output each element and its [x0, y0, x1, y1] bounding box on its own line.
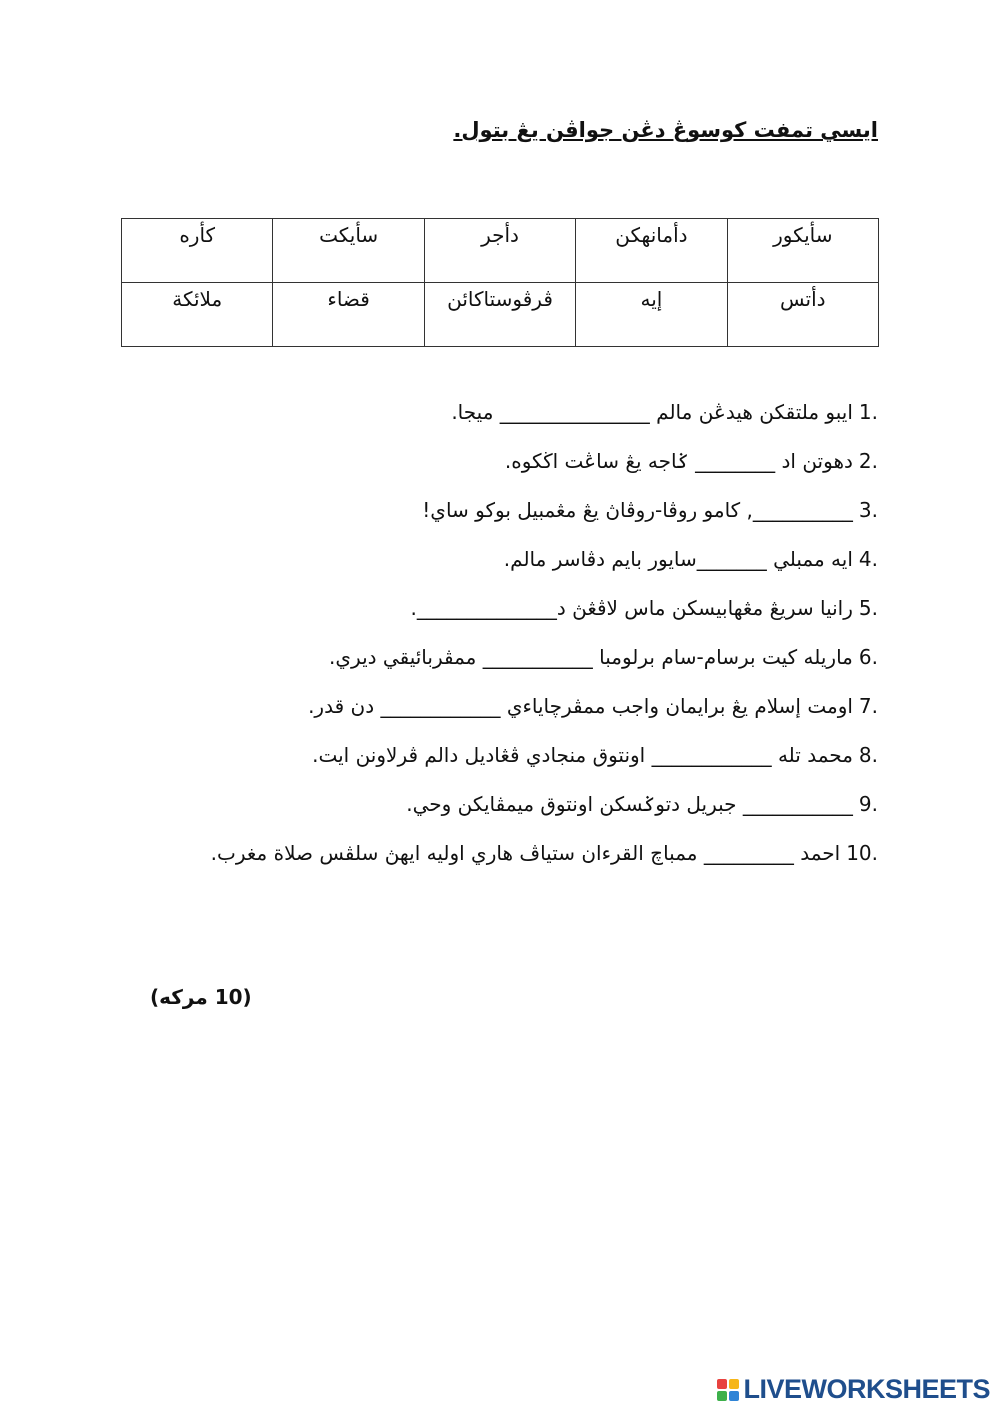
word-bank-row — [122, 283, 879, 347]
word-bank-cell: دأجر — [424, 219, 575, 283]
question-item — [211, 588, 878, 637]
question-item — [211, 833, 878, 882]
question-item — [211, 539, 878, 588]
question-text: __________, كامو روڤا-روڤاڽ يڠ مڠمبيل بوكو ساي! — [422, 498, 853, 522]
question-text: اومت إسلام يڠ برايمان واجب ممڤرچاياءي ____________ دن قدر. — [308, 694, 853, 718]
question-item — [211, 637, 878, 686]
word-bank-cell: إيه — [576, 283, 727, 347]
word-bank-cell: ملائكة — [122, 283, 273, 347]
question-number: 10. — [846, 841, 878, 865]
question-text: دهوتن اد ________ ݢاجه يڠ ساڠت اڬكوه. — [504, 449, 853, 473]
question-item — [211, 490, 878, 539]
question-text: احمد _________ ممباچ القرءان ستياڤ هاري اوليه ايهڽ سلڤس صلاة مغرب. — [210, 841, 841, 865]
word-bank-table — [121, 218, 879, 347]
marks-label: (10 مركه) — [150, 985, 252, 1009]
question-number: 7. — [858, 694, 878, 718]
question-number: 1. — [858, 400, 878, 424]
question-number: 4. — [858, 547, 878, 571]
question-text: ماريله كيت برسام-سام برلومبا ___________ ممڤربائيقي ديري. — [329, 645, 853, 669]
word-bank-cell: دأمانهكن — [576, 219, 727, 283]
logo-square-icon — [729, 1379, 739, 1389]
logo-square-icon — [729, 1391, 739, 1401]
question-text: محمد تله ____________ اونتوق منجادي ڤڠاديل دالم ڤرلاونن ايت. — [312, 743, 853, 767]
logo-square-icon — [717, 1391, 727, 1401]
question-number: 3. — [858, 498, 878, 522]
word-bank-cell: دأتس — [727, 283, 878, 347]
question-list — [211, 392, 878, 882]
question-item — [211, 735, 878, 784]
word-bank-cell: سأيكت — [273, 219, 424, 283]
word-bank-cell: قضاء — [273, 283, 424, 347]
word-bank-cell: سأيكور — [727, 219, 878, 283]
question-text: ___________ جبريل دتوݢسكن اونتوق ميمڤايكن وحي. — [406, 792, 853, 816]
word-bank-cell: كأره — [122, 219, 273, 283]
question-item — [211, 784, 878, 833]
question-item — [211, 441, 878, 490]
brand-text: LIVEWORKSHEETS — [743, 1374, 990, 1404]
word-bank-row — [122, 219, 879, 283]
logo-square-icon — [717, 1379, 727, 1389]
question-item — [211, 686, 878, 735]
word-bank-cell: ڤرڤوستاكائن — [424, 283, 575, 347]
liveworksheets-brand — [717, 1374, 990, 1405]
worksheet-title: ايسي تمفت كوسوڠ دڠن جواڤن يڠ بتول. — [453, 118, 878, 142]
question-number: 6. — [858, 645, 878, 669]
question-item — [211, 392, 878, 441]
question-text: ايه ممبلي _______سايور بايم دڤاسر مالم. — [503, 547, 853, 571]
question-text: رانيا سريڠ مڠهابيسكن ماس لاڤڠڽ د______________. — [410, 596, 853, 620]
question-text: ايبو ملتقكن هيدڠن مالم _______________ ميجا. — [451, 400, 853, 424]
question-number: 5. — [858, 596, 878, 620]
question-number: 2. — [858, 449, 878, 473]
question-number: 8. — [858, 743, 878, 767]
question-number: 9. — [858, 792, 878, 816]
liveworksheets-logo-icon — [717, 1379, 739, 1401]
